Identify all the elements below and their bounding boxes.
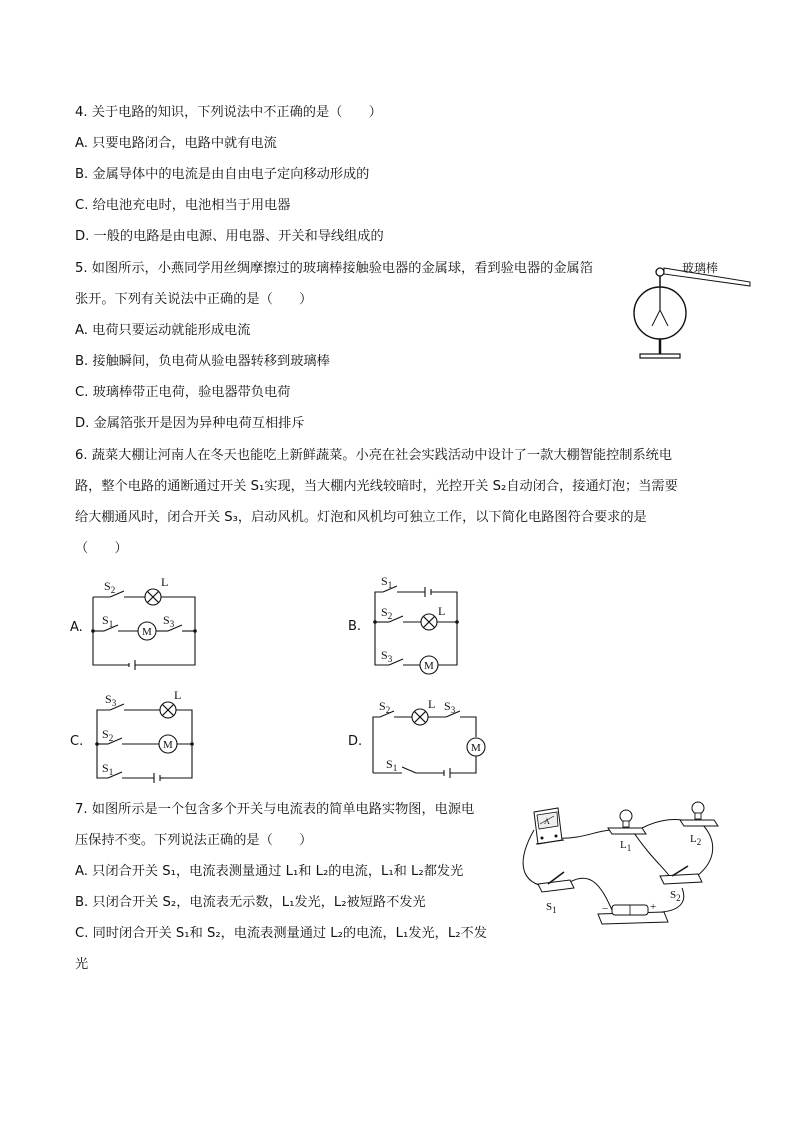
q4-option-b: B. 金属导体中的电流是由自由电子定向移动形成的 xyxy=(75,167,370,182)
q6-option-a-label: A. xyxy=(70,620,83,635)
q7-option-b: B. 只闭合开关 S₂，电流表无示数，L₁发光，L₂被短路不发光 xyxy=(75,895,426,910)
q7-option-a: A. 只闭合开关 S₁，电流表测量通过 L₁和 L₂的电流，L₁和 L₂都发光 xyxy=(75,864,464,879)
svg-text:S2: $S_2$ xyxy=(102,727,114,743)
svg-text:A: A xyxy=(544,817,550,826)
physical-circuit-figure xyxy=(512,800,737,932)
svg-text:S2: $S_2$ xyxy=(670,889,681,903)
battery-icon xyxy=(598,901,668,924)
svg-text:S3: $S_3$ xyxy=(163,613,175,629)
lamp-l1-icon xyxy=(608,810,646,853)
q6-stem-line4: （ ） xyxy=(75,541,128,556)
svg-text:S1: $S_1$ xyxy=(102,613,114,629)
lamp-l2-icon xyxy=(680,802,718,847)
q6-option-d-label: D. xyxy=(348,734,363,749)
q7-stem-line2: 压保持不变。下列说法正确的是（ ） xyxy=(75,833,313,848)
q4-option-d: D. 一般的电路是由电源、用电器、开关和导线组成的 xyxy=(75,229,384,244)
q5-option-c: C. 玻璃棒带正电荷，验电器带负电荷 xyxy=(75,385,291,400)
svg-text:M: M xyxy=(424,660,434,672)
q5-option-a: A. 电荷只要运动就能形成电流 xyxy=(75,323,251,338)
svg-text:S1: $S_1$ xyxy=(546,901,557,915)
circuit-a xyxy=(90,575,205,675)
q6-stem-line1: 6. 蔬菜大棚让河南人在冬天也能吃上新鲜蔬菜。小亮在社会实践活动中设计了一款大棚智能控制系统电 xyxy=(75,448,673,463)
svg-text:S3: $S_3$ xyxy=(381,648,393,664)
svg-text:S3: $S_3$ xyxy=(105,692,117,708)
svg-text:S1: $S_1$ xyxy=(381,574,393,590)
svg-text:+: + xyxy=(650,901,657,913)
q4-option-c: C. 给电池充电时，电池相当于用电器 xyxy=(75,198,291,213)
svg-text:S2: $S_2$ xyxy=(104,579,116,595)
q7-option-c-cont: 光 xyxy=(75,957,89,972)
svg-text:L: L xyxy=(161,575,169,589)
q5-stem-line1: 5. 如图所示，小燕同学用丝绸摩擦过的玻璃棒接触验电器的金属球，看到验电器的金属箔 xyxy=(75,261,593,276)
q7-stem-line1: 7. 如图所示是一个包含多个开关与电流表的简单电路实物图，电源电 xyxy=(75,802,475,817)
q7-option-c: C. 同时闭合开关 S₁和 S₂，电流表测量通过 L₂的电流，L₁发光，L₂不发 xyxy=(75,926,487,941)
q5-option-b: B. 接触瞬间，负电荷从验电器转移到玻璃棒 xyxy=(75,354,330,369)
electroscope-figure xyxy=(630,258,760,368)
svg-text:L: L xyxy=(174,688,182,702)
svg-text:S1: $S_1$ xyxy=(102,761,114,777)
svg-text:S2: $S_2$ xyxy=(381,605,393,621)
svg-text:L: L xyxy=(438,604,446,618)
q6-stem-line2: 路，整个电路的通断通过开关 S₁实现，当大棚内光线较暗时，光控开关 S₂自动闭合，接通灯泡；当需要 xyxy=(75,479,678,494)
svg-text:L: L xyxy=(428,697,436,711)
svg-text:S3: $S_3$ xyxy=(444,699,456,715)
ammeter-icon xyxy=(534,808,564,844)
q4-stem: 4. 关于电路的知识，下列说法中不正确的是（ ） xyxy=(75,105,382,120)
circuit-b xyxy=(365,570,470,675)
svg-text:L1: $L_1$ xyxy=(620,839,632,853)
svg-text:M: M xyxy=(142,626,152,638)
q6-option-c-label: C. xyxy=(70,734,84,749)
switch-s1-icon xyxy=(538,872,574,915)
svg-text:S1: $S_1$ xyxy=(386,757,398,773)
svg-text:M: M xyxy=(163,739,173,751)
svg-text:L2: $L_2$ xyxy=(690,833,702,847)
svg-text:M: M xyxy=(471,742,481,754)
svg-text:−: − xyxy=(602,903,609,915)
circuit-c xyxy=(92,688,202,788)
q6-option-b-label: B. xyxy=(348,619,362,634)
circuit-d xyxy=(368,695,493,785)
q6-stem-line3: 给大棚通风时，闭合开关 S₃，启动风机。灯泡和风机均可独立工作，以下简化电路图符合要求的是 xyxy=(75,510,647,525)
svg-text:S2: $S_2$ xyxy=(379,699,391,715)
q5-stem-line2: 张开。下列有关说法中正确的是（ ） xyxy=(75,292,313,307)
glass-rod-label: 玻璃棒 xyxy=(682,261,719,275)
q5-option-d: D. 金属箔张开是因为异种电荷互相排斥 xyxy=(75,416,305,431)
q4-option-a: A. 只要电路闭合，电路中就有电流 xyxy=(75,136,277,151)
